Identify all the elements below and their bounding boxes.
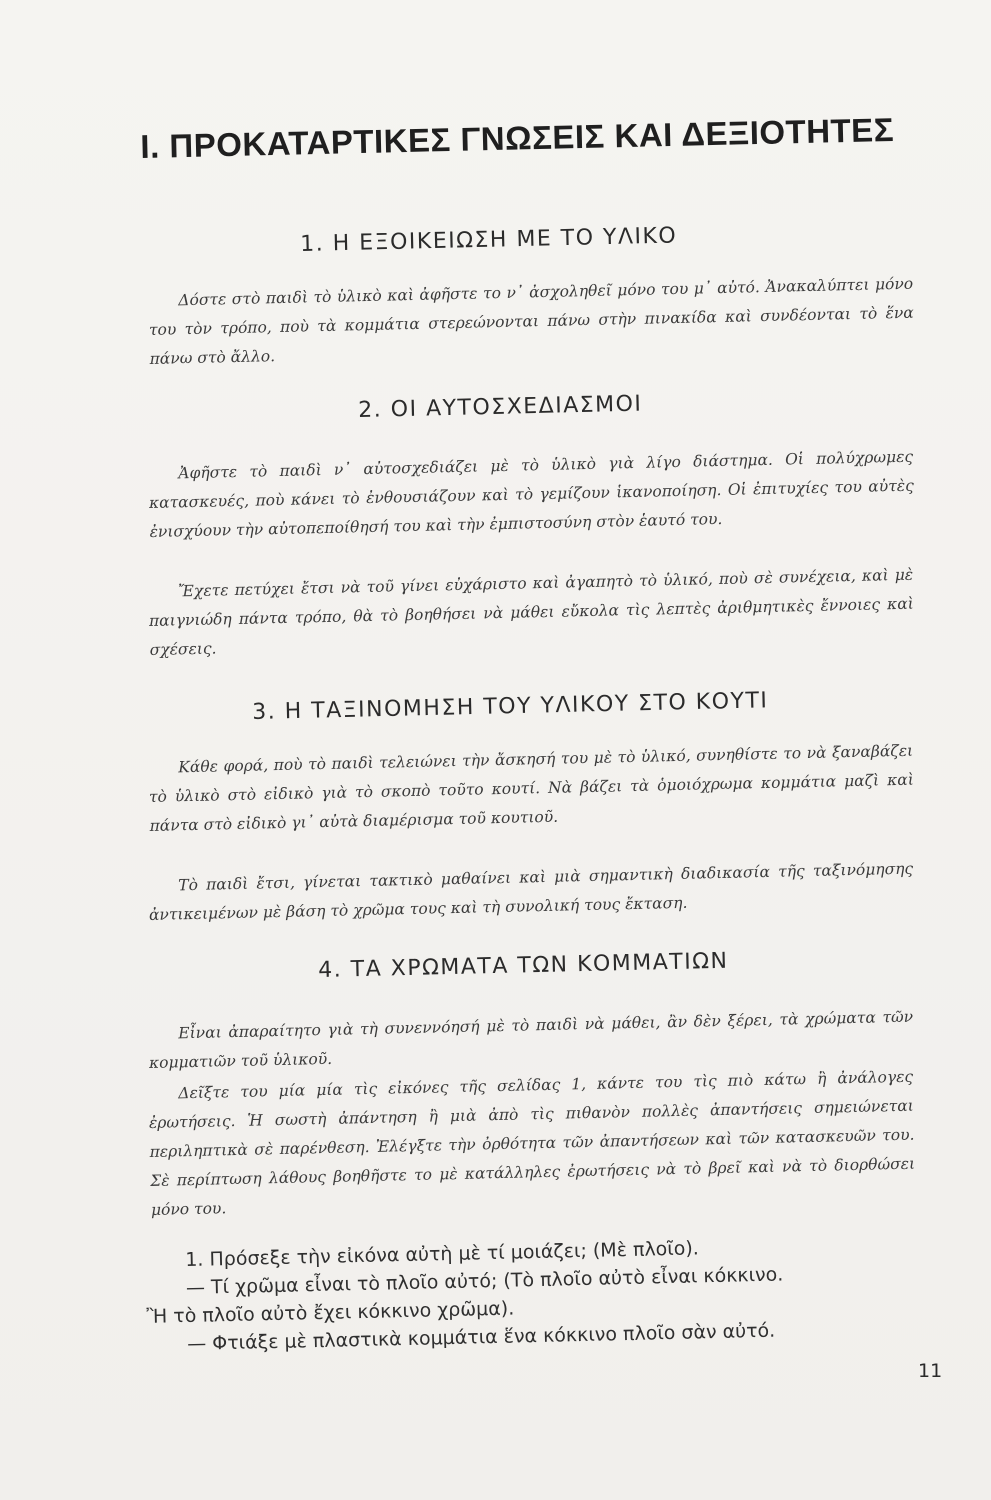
section-3-paragraph-2: Τὸ παιδὶ ἔτσι, γίνεται τακτικὸ μαθαίνει καὶ μιὰ σημαντικὴ διαδικασία τῆς ταξινόμησης ἀντικειμένων μὲ βάση τὸ χρῶμα τους καὶ τὴ συνολική τους ἔκταση. — [148, 859, 914, 924]
section-2-paragraph-1: Ἀφῆστε τὸ παιδὶ ν᾽ αὐτοσχεδιάζει μὲ τὸ ὑλικὸ γιὰ λίγο διάστημα. Οἱ πολύχρωμες κατασκευές, ποὺ κάνει τὸ ἐνθουσιάζουν καὶ τὸ γεμίζουν ἱκανοποίηση. Οἱ ἐπιτυχίες του αὐτὲς ἐνισχύουν τὴν αὐτοπεποίθησή του καὶ τὴν ἐμπιστοσύνη στὸν ἑαυτό του. — [148, 447, 914, 541]
page-number: 11 — [918, 1360, 943, 1382]
section-heading-4: 4. ΤΑ ΧΡΩΜΑΤΑ ΤΩΝ ΚΟΜΜΑΤΙΩΝ — [318, 948, 729, 983]
section-1-paragraph-1: Δόστε στὸ παιδὶ τὸ ὑλικὸ καὶ ἀφῆστε το ν᾽ ἀσχοληθεῖ μόνο του μ᾽ αὐτό. Ἀνακαλύπτει μόνο του τὸν τρόπο, ποὺ τὰ κομμάτια στερεώνονται πάνω στὴν πινακίδα καὶ συνδέονται τὸ ἕνα πάνω στὸ ἄλλο. — [148, 274, 914, 368]
exercise-line-2: — Τί χρῶμα εἶναι τὸ πλοῖο αὐτό; (Τὸ πλοῖο αὐτὸ εἶναι κόκκινο. — [185, 1263, 784, 1299]
exercise-block — [146, 1232, 785, 1358]
section-4-paragraph-2: Δεῖξτε του μία μία τὶς εἰκόνες τῆς σελίδας 1, κάντε του τὶς πιὸ κάτω ἢ ἀνάλογες ἐρωτήσεις. Ἡ σωστὴ ἀπάντηση ἢ μιὰ ἀπὸ τὶς πιθανὸν πολλὲς ἀπαντήσεις σημειώνεται περιληπτικὰ σὲ παρένθεση. Ἐλέγξτε τὴν ὀρθότητα τῶν ἀπαντήσεων καὶ τῶν κατασκευῶν του. Σὲ περίπτωση λάθους βοηθῆστε το μὲ κατάλληλες ἐρωτήσεις νὰ τὸ βρεῖ καὶ νὰ τὸ διορθώσει μόνο του. — [148, 1067, 916, 1219]
exercise-line-1: 1. Πρόσεξε τὴν εἰκόνα αὐτὴ μὲ τί μοιάζει; (Μὲ πλοῖο). — [185, 1237, 700, 1271]
section-3-paragraph-1: Κάθε φορά, ποὺ τὸ παιδὶ τελειώνει τὴν ἄσκησή του μὲ τὸ ὑλικό, συνηθίστε το νὰ ξαναβάζει τὸ ὑλικὸ στὸ εἰδικὸ γιὰ τὸ σκοπὸ τοῦτο κουτί. Νὰ βάζει τὰ ὁμοιόχρωμα κομμάτια μαζὶ καὶ πάντα στὸ εἰδικὸ γι᾽ αὐτὰ διαμέρισμα τοῦ κουτιοῦ. — [148, 741, 914, 835]
section-heading-3: 3. Η ΤΑΞΙΝΟΜΗΣΗ ΤΟΥ ΥΛΙΚΟΥ ΣΤΟ ΚΟΥΤΙ — [252, 688, 769, 725]
section-heading-1: 1. Η ΕΞΟΙΚΕΙΩΣΗ ΜΕ ΤΟ ΥΛΙΚΟ — [300, 223, 678, 257]
section-heading-2: 2. ΟΙ ΑΥΤΟΣΧΕΔΙΑΣΜΟΙ — [358, 391, 643, 423]
chapter-title: I. ΠΡΟΚΑΤΑΡΤΙΚΕΣ ΓΝΩΣΕΙΣ ΚΑΙ ΔΕΞΙΟΤΗΤΕΣ — [140, 110, 895, 165]
exercise-line-4: — Φτιάξε μὲ πλαστικὰ κομμάτια ἕνα κόκκινο πλοῖο σὰν αὐτό. — [186, 1319, 776, 1355]
exercise-line-3: Ἢ τὸ πλοῖο αὐτὸ ἔχει κόκκινο χρῶμα). — [146, 1297, 515, 1328]
section-2-paragraph-2: Ἔχετε πετύχει ἔτσι νὰ τοῦ γίνει εὐχάριστο καὶ ἀγαπητὸ τὸ ὑλικό, ποὺ σὲ συνέχεια, καὶ μὲ παιγνιώδη πάντα τρόπο, θὰ τὸ βοηθήσει νὰ μάθει εὔκολα τὶς λεπτὲς ἀριθμητικὲς ἔννοιες καὶ σχέσεις. — [148, 565, 914, 659]
section-4-paragraph-1: Εἶναι ἀπαραίτητο γιὰ τὴ συνεννόησή μὲ τὸ παιδὶ νὰ μάθει, ἂν δὲν ξέρει, τὰ χρώματα τῶν κομματιῶν τοῦ ὑλικοῦ. — [148, 1007, 914, 1072]
